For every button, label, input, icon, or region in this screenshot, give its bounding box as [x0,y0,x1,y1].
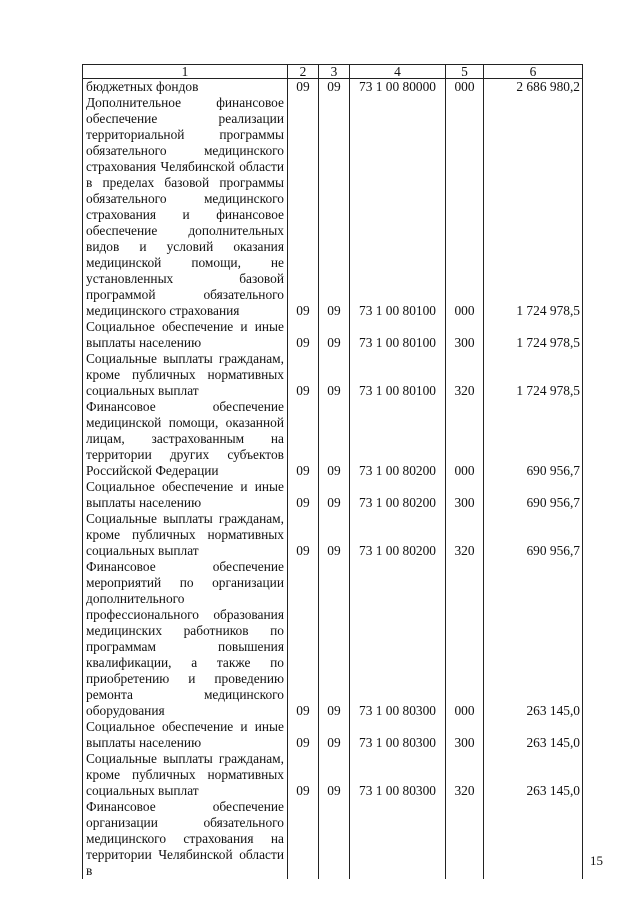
row-amount: 1 724 978,5 [484,319,583,351]
row-expense-type [446,799,484,879]
row-subsection: 09 [319,719,350,751]
row-target-code: 73 1 00 80100 [350,95,446,319]
budget-table [82,64,583,879]
table-row [83,559,583,719]
row-target-code: 73 1 00 80200 [350,511,446,559]
row-target-code: 73 1 00 80100 [350,351,446,399]
table-row [83,479,583,511]
row-amount: 263 145,0 [484,751,583,799]
row-section: 09 [288,479,319,511]
row-expense-type: 300 [446,479,484,511]
row-target-code [350,799,446,879]
row-section: 09 [288,79,319,96]
row-name: Социальное обеспечение и иные выплаты населению [83,719,288,751]
header-cell-5: 5 [446,65,484,79]
row-amount: 690 956,7 [484,479,583,511]
table-row [83,399,583,479]
row-subsection: 09 [319,559,350,719]
row-subsection [319,799,350,879]
row-target-code: 73 1 00 80300 [350,559,446,719]
row-section: 09 [288,511,319,559]
table-row [83,751,583,799]
row-subsection: 09 [319,399,350,479]
header-cell-2: 2 [288,65,319,79]
row-name: Финансовое обеспечение медицинской помощи, оказанной лицам, застрахованным на территории других субъектов Российской Федерации [83,399,288,479]
row-name: Социальное обеспечение и иные выплаты населению [83,479,288,511]
table-row [83,511,583,559]
row-subsection: 09 [319,511,350,559]
row-expense-type: 300 [446,319,484,351]
table-row [83,319,583,351]
row-amount: 1 724 978,5 [484,95,583,319]
row-name: Социальные выплаты гражданам, кроме публичных нормативных социальных выплат [83,351,288,399]
row-expense-type: 320 [446,511,484,559]
row-amount: 263 145,0 [484,559,583,719]
row-subsection: 09 [319,95,350,319]
row-subsection: 09 [319,319,350,351]
row-amount: 1 724 978,5 [484,351,583,399]
row-name: Социальные выплаты гражданам, кроме публичных нормативных социальных выплат [83,511,288,559]
row-target-code: 73 1 00 80200 [350,479,446,511]
row-expense-type: 320 [446,351,484,399]
row-expense-type: 000 [446,559,484,719]
row-section: 09 [288,719,319,751]
row-expense-type: 320 [446,751,484,799]
row-amount: 690 956,7 [484,511,583,559]
row-amount: 2 686 980,2 [484,79,583,96]
row-section: 09 [288,399,319,479]
row-target-code: 73 1 00 80200 [350,399,446,479]
row-expense-type: 300 [446,719,484,751]
row-name: бюджетных фондов [83,79,288,96]
table-row [83,719,583,751]
page-number: 15 [590,853,603,868]
header-cell-4: 4 [350,65,446,79]
row-expense-type: 000 [446,95,484,319]
table-row [83,351,583,399]
row-section: 09 [288,351,319,399]
row-name: Финансовое обеспечение организации обязательного медицинского страхования на территории Челябинской области в [83,799,288,879]
row-target-code: 73 1 00 80000 [350,79,446,96]
row-subsection: 09 [319,79,350,96]
table-row [83,79,583,96]
header-row [83,65,583,79]
row-name: Социальное обеспечение и иные выплаты населению [83,319,288,351]
row-subsection: 09 [319,351,350,399]
row-amount [484,799,583,879]
row-expense-type: 000 [446,399,484,479]
row-section: 09 [288,559,319,719]
row-target-code: 73 1 00 80300 [350,719,446,751]
table-row [83,799,583,879]
row-target-code: 73 1 00 80100 [350,319,446,351]
header-cell-1: 1 [83,65,288,79]
row-section: 09 [288,95,319,319]
row-subsection: 09 [319,751,350,799]
row-name: Финансовое обеспечение мероприятий по организации дополнительного профессионального образования медицинских работников по программам повышения квалификации, а также по приобретению и проведению ремонта медицинского оборудования [83,559,288,719]
row-expense-type: 000 [446,79,484,96]
row-subsection: 09 [319,479,350,511]
table-row [83,95,583,319]
row-section: 09 [288,751,319,799]
row-amount: 263 145,0 [484,719,583,751]
row-amount: 690 956,7 [484,399,583,479]
row-section: 09 [288,319,319,351]
row-target-code: 73 1 00 80300 [350,751,446,799]
row-name: Социальные выплаты гражданам, кроме публичных нормативных социальных выплат [83,751,288,799]
header-cell-6: 6 [484,65,583,79]
row-section [288,799,319,879]
row-name: Дополнительное финансовое обеспечение реализации территориальной программы обязательного медицинского страхования Челябинской области в пределах базовой программы обязательного медицинского страхования и финансовое обеспечение дополнительных видов и условий оказания медицинской помощи, не установленных базовой программой обязательного медицинского страхования [83,95,288,319]
header-cell-3: 3 [319,65,350,79]
